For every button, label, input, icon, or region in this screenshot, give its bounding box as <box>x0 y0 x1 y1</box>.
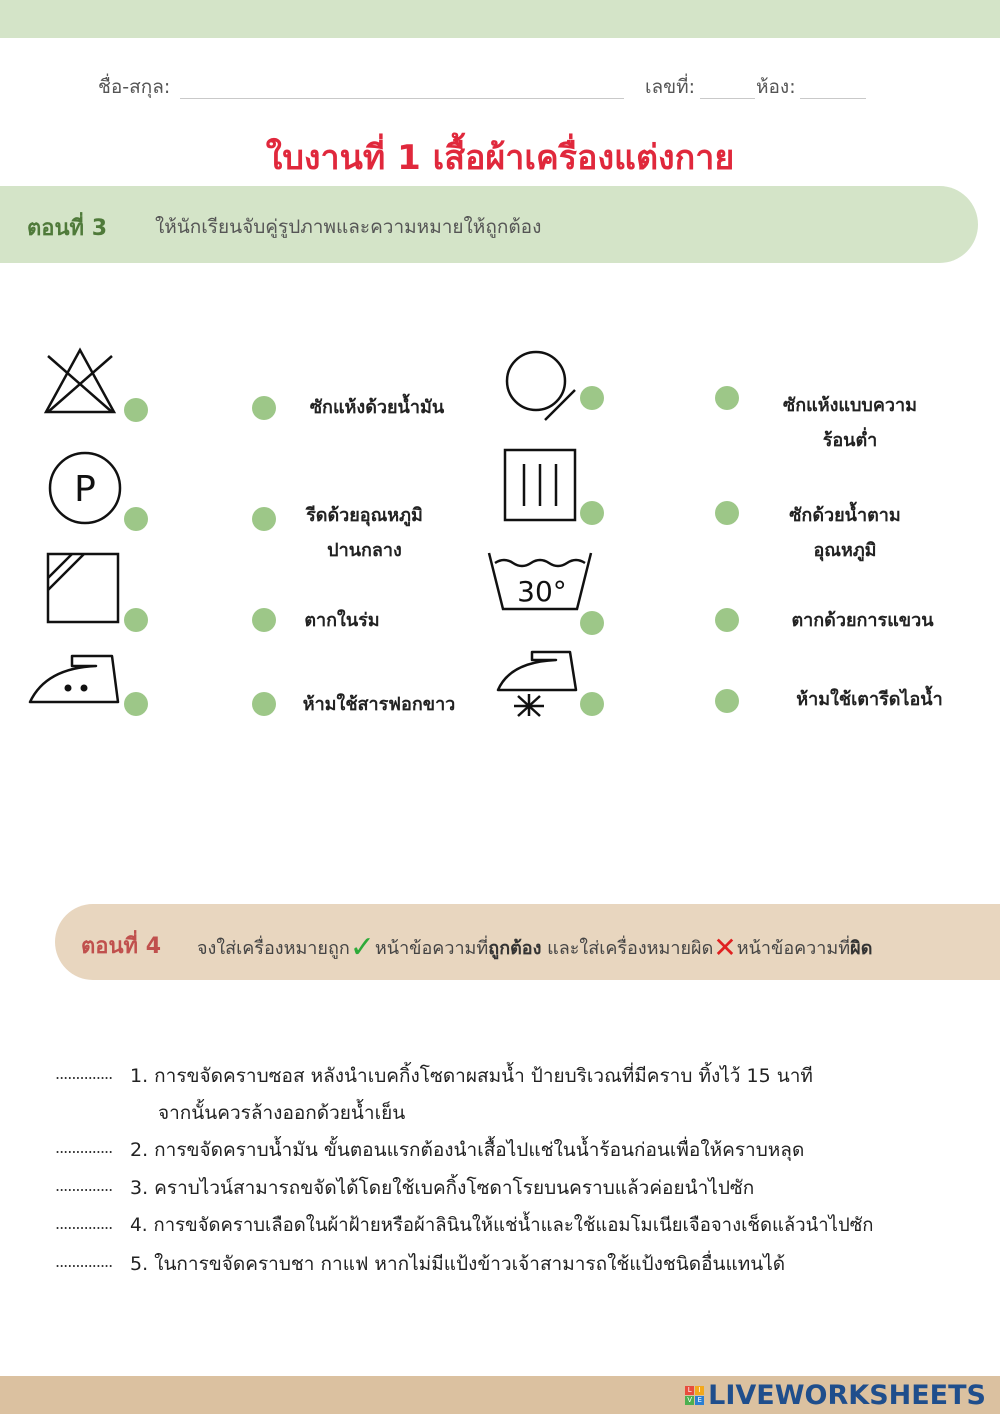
room-label: ห้อง: <box>756 76 796 98</box>
room-input[interactable] <box>800 98 866 99</box>
meaning-no-bleach <box>280 687 478 722</box>
meaning-line: ซักด้วยน้ำตาม <box>789 505 901 526</box>
meaning-line: ตากในร่ม <box>304 610 380 631</box>
match-dot-meaning-4[interactable] <box>252 692 276 716</box>
match-dot-meaning-3[interactable] <box>252 608 276 632</box>
section4-heading: ตอนที่ 4 <box>81 934 162 959</box>
answer-blank-2[interactable]: .............. <box>55 1138 113 1157</box>
section4-instruction <box>197 930 872 965</box>
svg-text:P: P <box>74 469 96 510</box>
question-2: 2. การขจัดคราบน้ำมัน ขั้นตอนแรกต้องนำเสื้อไปแช่ในน้ำร้อนก่อนเพื่อให้คราบหลุด <box>130 1139 805 1161</box>
answer-blank-5[interactable]: .............. <box>55 1252 113 1271</box>
match-dot-symbol-7[interactable] <box>580 611 604 635</box>
name-input[interactable] <box>180 98 624 99</box>
meaning-oil-dry-clean <box>282 390 472 425</box>
match-dot-symbol-3[interactable] <box>124 608 148 632</box>
hang-dry-icon <box>503 448 577 522</box>
meaning-line: ซักแห้งด้วยน้ำมัน <box>309 397 445 418</box>
instr-part: จงใส่เครื่องหมายถูก <box>197 938 350 959</box>
match-dot-symbol-6[interactable] <box>580 501 604 525</box>
no-steam-iron-icon <box>496 648 580 718</box>
match-dot-meaning-1[interactable] <box>252 396 276 420</box>
dry-clean-low-heat-icon <box>503 350 579 424</box>
liveworksheets-logo <box>685 1379 986 1411</box>
meaning-line: ร้อนต่ำ <box>822 430 878 451</box>
meaning-no-steam-iron <box>772 682 967 717</box>
question-1-cont: จากนั้นควรล้างออกด้วยน้ำเย็น <box>158 1102 406 1124</box>
page-title: ใบงานที่ 1 เสื้อผ้าเครื่องแต่งกาย <box>265 138 735 178</box>
dry-in-shade-icon <box>46 552 120 624</box>
answer-blank-3[interactable]: .............. <box>55 1176 113 1195</box>
name-label: ชื่อ-สกุล: <box>98 76 171 98</box>
meaning-line: ตากด้วยการแขวน <box>791 610 934 631</box>
logo-letter: I <box>695 1386 704 1395</box>
number-label: เลขที่: <box>645 76 696 98</box>
instr-part: หน้าข้อความที่ <box>736 938 851 959</box>
answer-blank-4[interactable]: .............. <box>55 1214 113 1233</box>
wash-temp-label: 30° <box>517 575 567 608</box>
no-bleach-icon <box>42 346 118 416</box>
meaning-iron-medium <box>272 498 457 568</box>
logo-grid-icon <box>685 1386 704 1405</box>
wrong-word: ผิด <box>850 938 873 959</box>
match-dot-symbol-4[interactable] <box>124 692 148 716</box>
section3-banner <box>0 186 978 263</box>
meaning-line: อุณหภูมิ <box>813 540 877 561</box>
question-5: 5. ในการขจัดคราบชา กาแฟ หากไม่มีแป้งข้าวเจ้าสามารถใช้แป้งชนิดอื่นแทนได้ <box>130 1253 786 1275</box>
match-dot-symbol-5[interactable] <box>580 386 604 410</box>
question-3: 3. คราบไวน์สามารถขจัดได้โดยใช้เบคกิ้งโซดาโรยบนคราบแล้วค่อยนำไปซัก <box>130 1177 755 1199</box>
meaning-dry-shade <box>282 603 402 638</box>
match-dot-symbol-8[interactable] <box>580 692 604 716</box>
instr-part: หน้าข้อความที่ <box>374 938 489 959</box>
instr-part: และใส่เครื่องหมายผิด <box>541 938 714 959</box>
meaning-wash-temp <box>760 498 930 568</box>
meaning-line: ห้ามใช้เตารีดไอน้ำ <box>796 689 943 710</box>
section3-heading: ตอนที่ 3 <box>27 216 108 241</box>
match-dot-meaning-7[interactable] <box>715 608 739 632</box>
answer-blank-1[interactable]: .............. <box>55 1064 113 1083</box>
check-mark-icon: ✓ <box>349 930 375 965</box>
logo-letter: L <box>685 1386 694 1395</box>
top-color-bar <box>0 0 1000 38</box>
number-input[interactable] <box>700 98 755 99</box>
match-dot-meaning-5[interactable] <box>715 386 739 410</box>
match-dot-symbol-1[interactable] <box>124 398 148 422</box>
iron-medium-icon <box>26 650 122 706</box>
question-4: 4. การขจัดคราบเลือดในผ้าฝ้ายหรือผ้าลินินให้แช่น้ำและใช้แอมโมเนียเจือจางเช็ดแล้วนำไปซัก <box>130 1215 874 1236</box>
match-dot-meaning-6[interactable] <box>715 501 739 525</box>
section3-instruction: ให้นักเรียนจับคู่รูปภาพและความหมายให้ถูกต้อง <box>155 216 542 238</box>
meaning-line: ซักแห้งแบบความ <box>783 395 917 416</box>
question-1: 1. การขจัดคราบซอส หลังนำเบคกิ้งโซดาผสมน้ำ ป้ายบริเวณที่มีคราบ ทิ้งไว้ 15 นาที <box>130 1065 813 1087</box>
dry-clean-p-icon <box>47 451 125 527</box>
brand-name: LIVEWORKSHEETS <box>708 1379 986 1411</box>
correct-word: ถูกต้อง <box>488 938 542 959</box>
wash-30-icon <box>486 549 594 613</box>
match-dot-meaning-8[interactable] <box>715 689 739 713</box>
logo-letter: V <box>685 1396 694 1405</box>
section4-banner <box>55 904 1000 980</box>
meaning-line: ปานกลาง <box>327 540 402 561</box>
meaning-dry-clean-low-heat <box>755 388 945 458</box>
meaning-hang-dry <box>770 603 955 638</box>
match-dot-symbol-2[interactable] <box>124 507 148 531</box>
meaning-line: ห้ามใช้สารฟอกขาว <box>302 694 456 715</box>
meaning-line: รีดด้วยอุณหภูมิ <box>306 505 423 526</box>
logo-letter: E <box>695 1396 704 1405</box>
cross-mark-icon: ✕ <box>713 931 737 964</box>
